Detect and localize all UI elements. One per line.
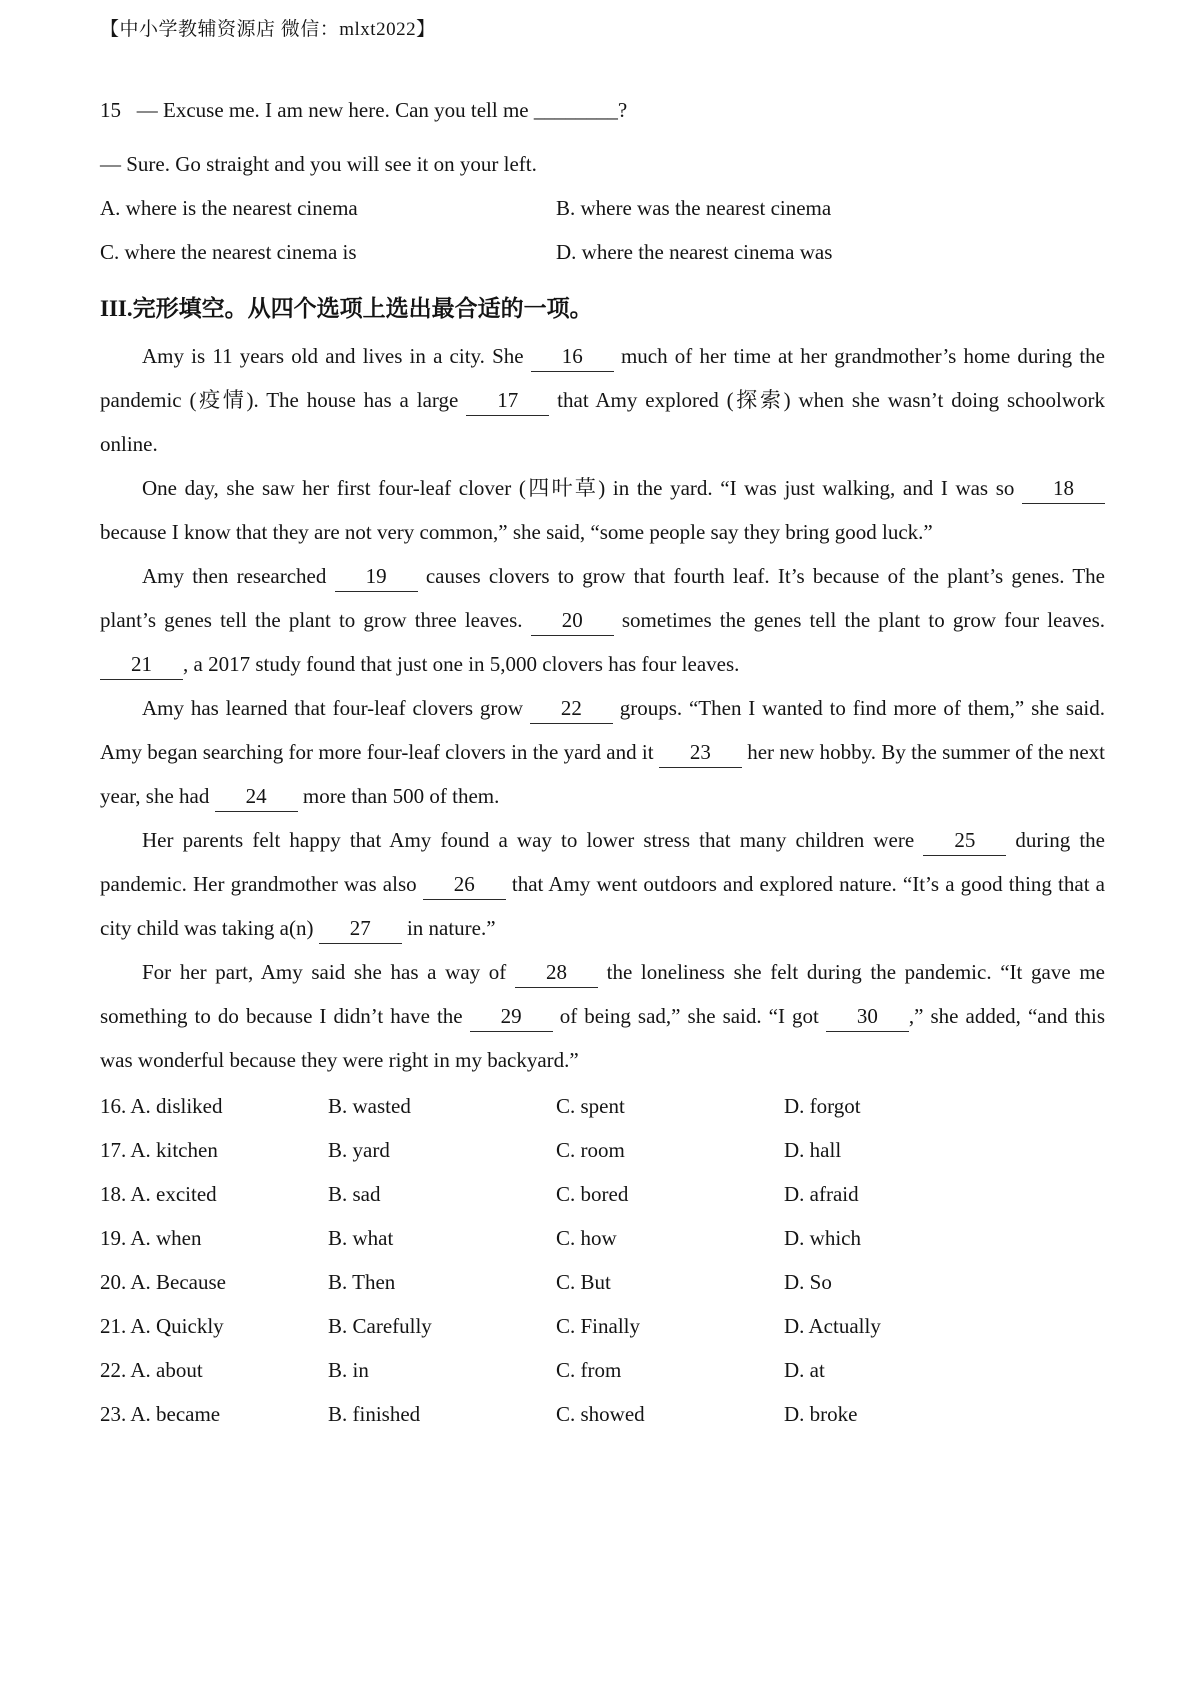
blank-16: 16	[531, 341, 614, 372]
choice-cell-a: 16. A. disliked	[100, 1094, 223, 1118]
blank-21: 21	[100, 649, 183, 680]
blank-19: 19	[335, 561, 418, 592]
cloze-choices-table	[100, 1084, 1105, 1436]
choice-cell-d: D. at	[784, 1358, 825, 1382]
passage-paragraph: Amy has learned that four-leaf clovers grow 22 groups. “Then I wanted to find more of them,” she said. Amy began searching for more four-leaf clovers in the yard and it 23 her new hobby. By the summer of the next year, she had 24 more than 500 of them.	[100, 686, 1105, 818]
choice-cell-a: 22. A. about	[100, 1358, 203, 1382]
choice-cell-b: B. wasted	[328, 1094, 411, 1118]
blank-17: 17	[466, 385, 549, 416]
choice-cell-b: B. Then	[328, 1270, 396, 1294]
choice-cell-c: C. from	[556, 1358, 622, 1382]
question-15-options	[100, 186, 1105, 274]
question-15-option-d: D. where the nearest cinema was	[556, 240, 833, 264]
choice-cell-b: B. Carefully	[328, 1314, 432, 1338]
blank-30: 30	[826, 1001, 909, 1032]
store-watermark: 【中小学教辅资源店 微信：mlxt2022】	[100, 19, 436, 40]
blank-26: 26	[423, 869, 506, 900]
choice-cell-b: B. yard	[328, 1138, 390, 1162]
choice-row-23	[100, 1392, 1105, 1436]
choice-cell-c: C. bored	[556, 1182, 629, 1206]
blank-24: 24	[215, 781, 298, 812]
blank-23: 23	[659, 737, 742, 768]
choice-cell-a: 21. A. Quickly	[100, 1314, 224, 1338]
choice-cell-c: C. showed	[556, 1402, 645, 1426]
choice-cell-b: B. in	[328, 1358, 369, 1382]
section-3-heading: III.完形填空。从四个选项上选出最合适的一项。	[100, 296, 593, 321]
choice-cell-a: 19. A. when	[100, 1226, 202, 1250]
choice-row-17	[100, 1128, 1105, 1172]
choice-cell-d: D. So	[784, 1270, 832, 1294]
blank-25: 25	[923, 825, 1006, 856]
question-15-option-c: C. where the nearest cinema is	[100, 240, 357, 264]
passage-paragraph: One day, she saw her first four-leaf clover (四叶草) in the yard. “I was just walking, and I was so 18 because I know that they are not very common,” she said, “some people say they bring good luck.”	[100, 466, 1105, 554]
choice-row-20	[100, 1260, 1105, 1304]
choice-cell-d: D. forgot	[784, 1094, 861, 1118]
passage-paragraph: Amy then researched 19 causes clovers to grow that fourth leaf. It’s because of the plant’s genes. The plant’s genes tell the plant to grow three leaves. 20 sometimes the genes tell the plant to grow four leaves. 21 , a 2017 study found that just one in 5,000 clovers has four leaves.	[100, 554, 1105, 686]
choice-row-18	[100, 1172, 1105, 1216]
question-15-option-b: B. where was the nearest cinema	[556, 196, 832, 220]
choice-row-22	[100, 1348, 1105, 1392]
passage-paragraph: Amy is 11 years old and lives in a city. She 16 much of her time at her grandmother’s home during the pandemic (疫情). The house has a large 17 that Amy explored (探索) when she wasn’t doing schoolwork online.	[100, 334, 1105, 466]
choice-row-16	[100, 1084, 1105, 1128]
choice-cell-b: B. sad	[328, 1182, 381, 1206]
choice-cell-b: B. what	[328, 1226, 394, 1250]
blank-28: 28	[515, 957, 598, 988]
choice-row-21	[100, 1304, 1105, 1348]
choice-cell-a: 23. A. became	[100, 1402, 221, 1426]
choice-cell-b: B. finished	[328, 1402, 421, 1426]
blank-22: 22	[530, 693, 613, 724]
blank-27: 27	[319, 913, 402, 944]
choice-cell-c: C. But	[556, 1270, 611, 1294]
cloze-passage	[100, 334, 1105, 1082]
choice-cell-d: D. broke	[784, 1402, 858, 1426]
question-15-reply: — Sure. Go straight and you will see it on your left.	[100, 152, 537, 176]
question-15-prompt: 15 — Excuse me. I am new here. Can you tell me ________?	[100, 98, 628, 122]
question-15-option-a: A. where is the nearest cinema	[100, 196, 358, 220]
blank-29: 29	[470, 1001, 553, 1032]
choice-cell-d: D. afraid	[784, 1182, 859, 1206]
choice-cell-d: D. hall	[784, 1138, 842, 1162]
passage-paragraph: Her parents felt happy that Amy found a way to lower stress that many children were 25 during the pandemic. Her grandmother was also 26 that Amy went outdoors and explored nature. “It’s a good thing that a city child was taking a(n) 27 in nature.”	[100, 818, 1105, 950]
choice-cell-a: 17. A. kitchen	[100, 1138, 218, 1162]
choice-cell-d: D. Actually	[784, 1314, 881, 1338]
choice-cell-c: C. Finally	[556, 1314, 641, 1338]
choice-cell-c: C. room	[556, 1138, 625, 1162]
choice-cell-c: C. how	[556, 1226, 617, 1250]
passage-paragraph: For her part, Amy said she has a way of 28 the loneliness she felt during the pandemic. “It gave me something to do because I didn’t have the 29 of being sad,” she said. “I got 30 ,” she added, “and this was wonderful because they were right in my backyard.”	[100, 950, 1105, 1082]
choice-cell-a: 20. A. Because	[100, 1270, 226, 1294]
choice-cell-c: C. spent	[556, 1094, 625, 1118]
choice-cell-d: D. which	[784, 1226, 861, 1250]
choice-cell-a: 18. A. excited	[100, 1182, 217, 1206]
blank-20: 20	[531, 605, 614, 636]
choice-row-19	[100, 1216, 1105, 1260]
question-15	[100, 88, 1105, 274]
blank-18: 18	[1022, 473, 1105, 504]
